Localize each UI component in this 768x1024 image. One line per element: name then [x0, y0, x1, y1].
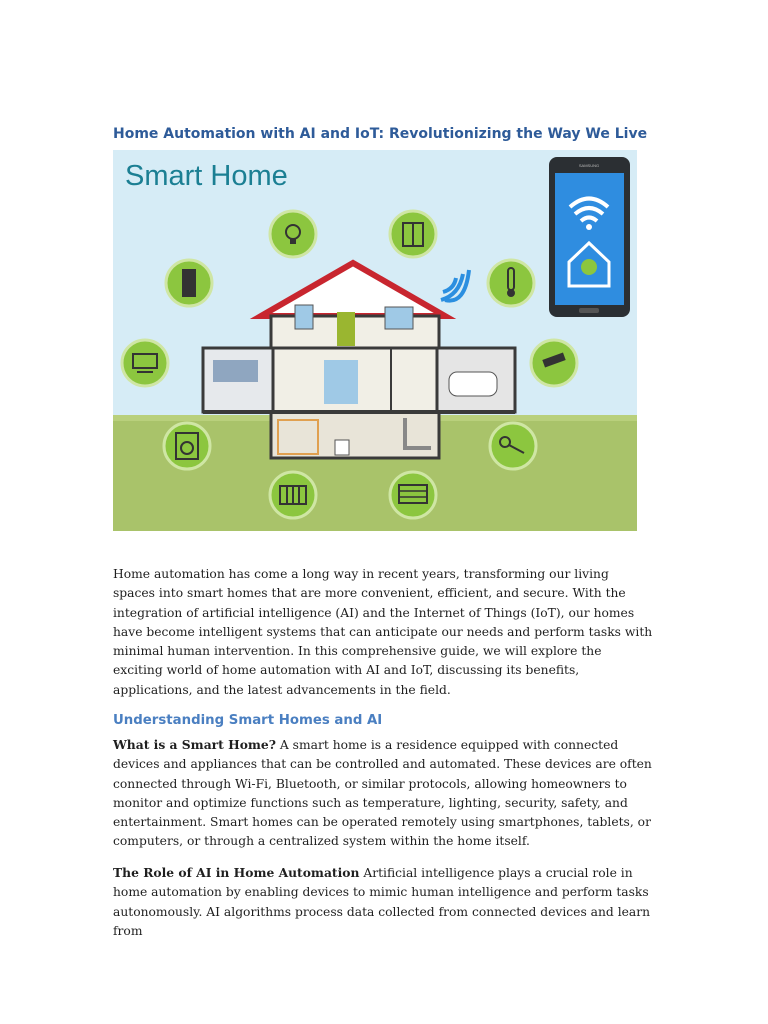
smart-home-definition-text: A smart home is a residence equipped with connected devices and appliances that can be controlled and automated. These devices are often connected through Wi-Fi, Bluetooth, or similar protocols, allowing homeowners to monitor and optimize functions such as temperature, lighting, security, safety, and entertainment. Smart homes can be operated remotely using smartphones, tablets, or computers, or through a centralized system within the home itself. [113, 738, 652, 849]
thermometer-icon [488, 260, 534, 306]
ai-role-text: Artificial intelligence plays a crucial role in home automation by enabling devices to mimic human intelligence and perform tasks autonomously. AI algorithms process data collected from connected devices and learn from [113, 866, 651, 938]
tv-icon [122, 340, 168, 386]
garage-door-icon [390, 472, 436, 518]
bulb-icon [270, 211, 316, 257]
radiator-icon [270, 472, 316, 518]
ai-role-paragraph [113, 863, 653, 941]
fridge-icon [166, 260, 212, 306]
figure-heading: Smart Home [125, 160, 288, 192]
window-blinds-icon [390, 211, 436, 257]
smart-home-definition-lead: What is a Smart Home? [113, 737, 276, 752]
section-heading: Understanding Smart Homes and AI [113, 713, 383, 728]
smartphone-icon [549, 157, 630, 317]
security-camera-icon [531, 340, 577, 386]
smart-home-illustration [113, 150, 637, 531]
key-icon [490, 423, 536, 469]
washing-machine-icon [164, 423, 210, 469]
intro-paragraph: Home automation has come a long way in recent years, transforming our living spaces into smart homes that are more convenient, efficient, and secure. With the integration of artificial intelligence (AI) and the Internet of Things (IoT), our homes have become intelligent systems that can anticipate our needs and perform tasks with minimal human intervention. In this comprehensive guide, we will explore the exciting world of home automation with AI and IoT, discussing its benefits, applications, and the latest advancements in the field. [113, 567, 653, 697]
phone-brand: SAMSUNG [578, 163, 600, 168]
ai-role-lead: The Role of AI in Home Automation [113, 865, 360, 880]
smart-home-definition-paragraph [113, 735, 653, 852]
document-title: Home Automation with AI and IoT: Revolutionizing the Way We Live [113, 126, 648, 142]
